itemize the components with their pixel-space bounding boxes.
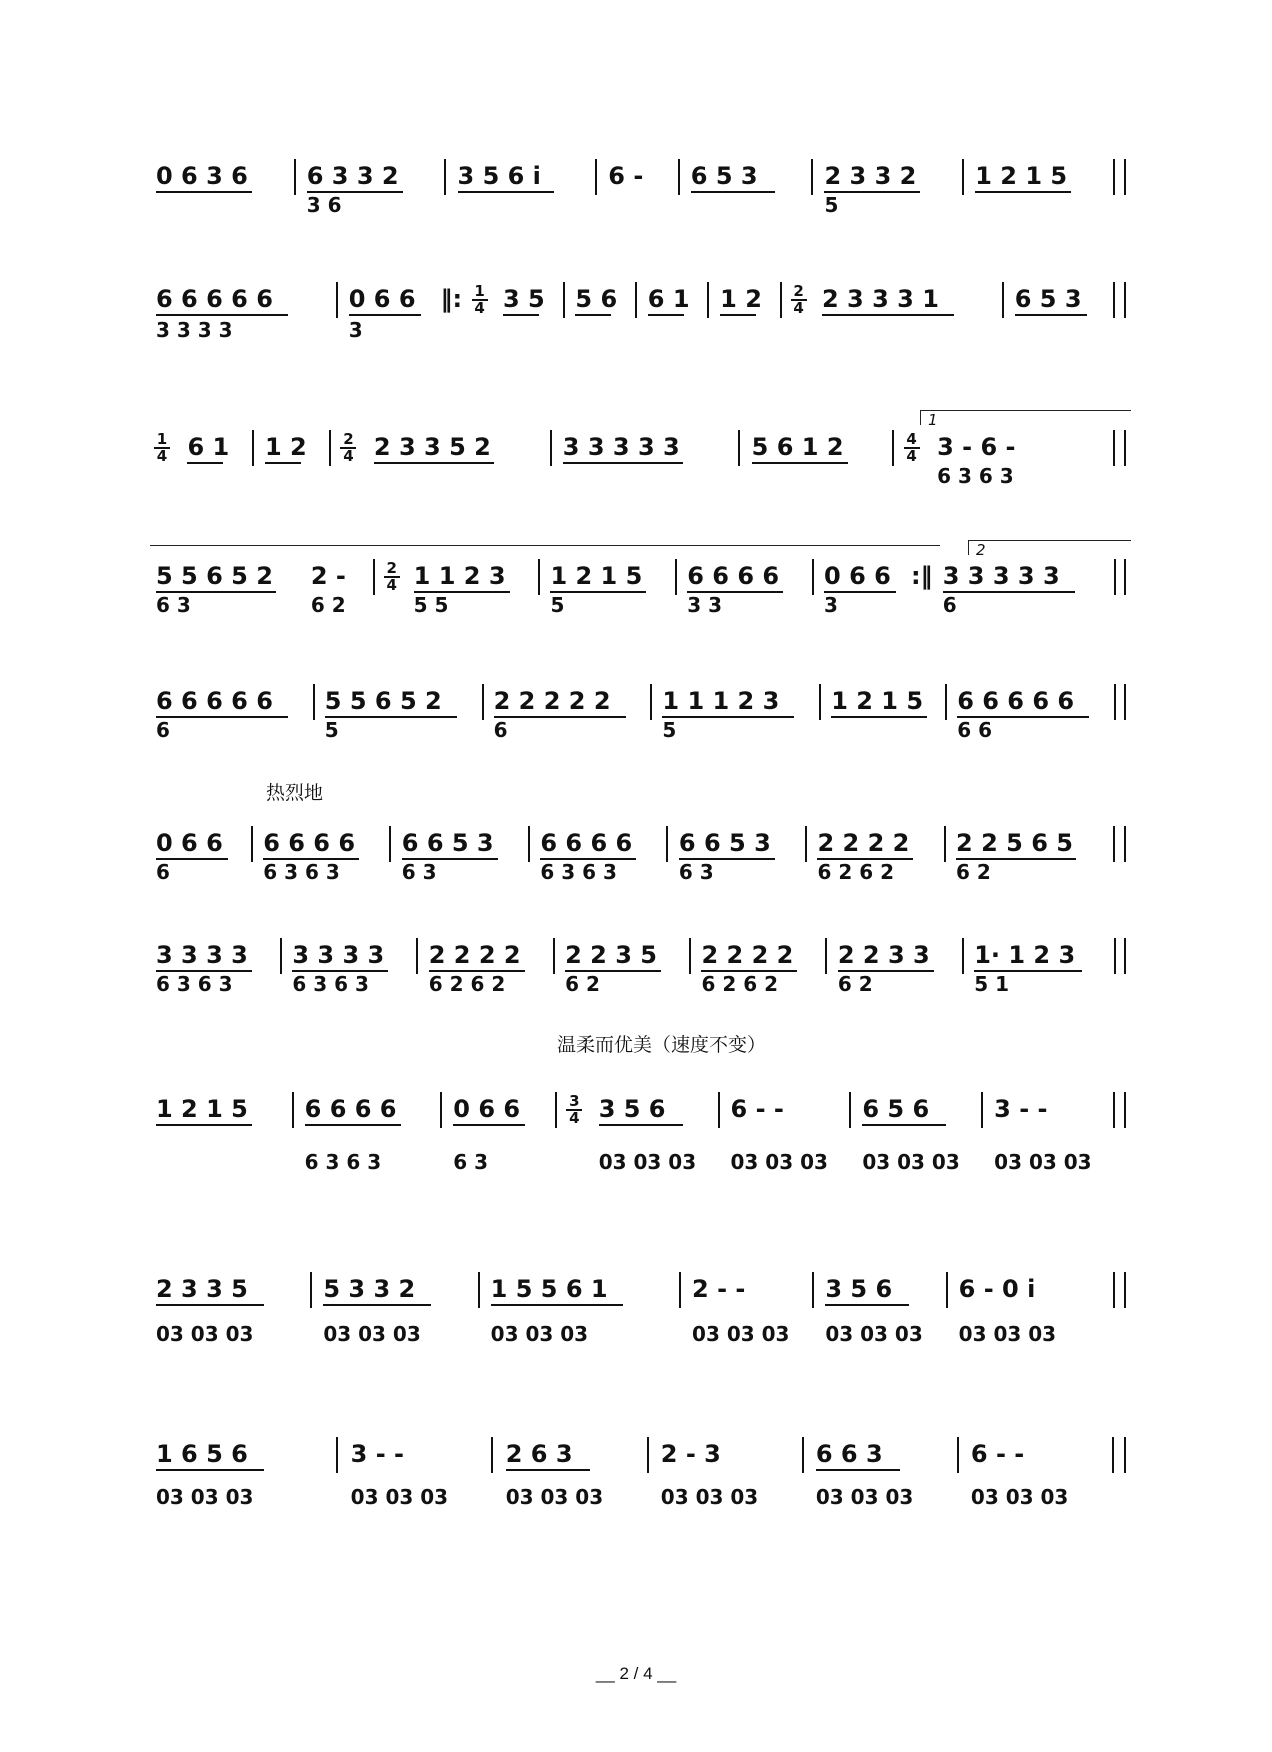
bar-line [678,159,680,195]
beat-underline [720,314,756,316]
beat-underline [453,1124,525,1126]
note-group: 6 6 6 6 [263,829,356,857]
bar-line [812,1272,814,1308]
bar-line [679,1272,681,1308]
bar-line [981,1092,983,1128]
time-signature: 4 4 [904,432,920,464]
note-group: 1 2 1 5 [975,162,1068,190]
note-group: 2 2 3 5 [565,941,657,969]
note-group: 6 6 6 6 6 [156,687,273,715]
note-group: 0 6 6 [348,285,416,313]
note-group: 2 2 2 2 [701,941,794,969]
beat-underline [491,1304,623,1306]
bar-line [635,282,637,318]
harmony-notes: 6 2 [565,972,600,996]
harmony-notes: 03 03 03 [862,1150,960,1174]
harmony-notes: 5 1 [974,972,1009,996]
beat-underline [323,1304,431,1306]
bar-line [812,559,814,595]
beat-underline [563,462,683,464]
bar-line [416,938,418,974]
harmony-notes: 6 3 [401,860,437,884]
note-group: 6 - - [970,1440,1025,1468]
beat-underline [862,1124,946,1126]
note-group: 0 6 6 [156,829,223,857]
beat-underline [575,314,611,316]
beat-underline [825,1304,909,1306]
beat-underline [156,1469,264,1471]
harmony-notes: 03 03 03 [156,1485,254,1509]
harmony-notes: 03 03 03 [660,1485,759,1509]
harmony-notes: 5 5 [413,593,449,617]
note-group: 6 5 3 [1014,285,1082,313]
note-group: 2 2 2 2 2 [493,687,611,715]
note-group: 1 2 [264,433,307,461]
bar-line [595,159,597,195]
bar-line [336,1437,338,1473]
volta-bracket [920,410,1131,425]
note-group: 6 6 6 6 [540,829,633,857]
harmony-notes: 03 03 03 [323,1322,421,1346]
beat-underline [662,716,794,718]
bar-line-end [1124,430,1126,466]
bar-line [944,826,946,862]
bar-line [1112,1437,1114,1473]
beat-underline [305,1124,401,1126]
bar-line [1114,938,1116,974]
note-group: 5 5 6 5 2 [156,562,273,590]
note-group: 1 2 1 5 [156,1095,248,1123]
bar-line [329,430,331,466]
bar-line-end [1124,282,1126,318]
note-group: 3 3 3 3 [156,941,248,969]
bar-line [802,1437,804,1473]
bar-line [1002,282,1004,318]
note-group: 2 6 3 [505,1440,573,1468]
time-signature: 3 4 [566,1094,582,1126]
bar-line [675,559,677,595]
note-group: 1· 1 2 3 [974,941,1076,969]
bar-line [555,1092,557,1128]
note-group: 6 - [608,162,644,190]
harmony-notes: 6 2 6 2 [817,860,895,884]
harmony-notes: 3 [348,318,363,342]
bar-line-end [1124,1092,1126,1128]
note-group: 6 5 6 [862,1095,930,1123]
note-group: 0 6 6 [453,1095,521,1123]
harmony-notes: 6 3 [453,1150,489,1174]
note-group: 6 5 3 [690,162,758,190]
volta-number: 2 [976,541,986,559]
note-group: 3 3 3 3 3 [562,433,680,461]
harmony-notes: 03 03 03 [815,1485,914,1509]
bar-line [440,1092,442,1128]
note-group: 6 6 6 6 [687,562,780,590]
note-group: 6 3 3 2 [306,162,399,190]
bar-line [251,826,253,862]
bar-line [849,1092,851,1128]
note-group: 6 - 0 i [958,1275,1036,1303]
beat-underline [349,314,421,316]
beat-underline [822,314,954,316]
harmony-notes: 6 6 [957,718,992,742]
beat-underline [691,191,775,193]
bar-line [553,938,555,974]
beat-underline [752,462,848,464]
beat-underline [265,462,301,464]
harmony-notes: 6 3 6 3 [304,1150,382,1174]
harmony-notes: 6 [942,593,957,617]
bar-line [550,430,552,466]
note-group: 1 2 1 5 [550,562,643,590]
bar-line [647,1437,649,1473]
bar-line [313,684,315,720]
harmony-notes: 6 3 [678,860,714,884]
bar-line [294,159,296,195]
bar-line-end [1124,1437,1126,1473]
bar-line [1113,826,1115,862]
time-signature: 1 4 [154,432,170,464]
harmony-notes: 6 2 6 2 [428,972,506,996]
bar-line [444,159,446,195]
note-group: 1 1 2 3 [413,562,506,590]
harmony-notes: 5 [550,593,565,617]
beat-underline [1015,314,1087,316]
beat-underline [156,191,252,193]
harmony-notes: 6 2 6 2 [701,972,779,996]
tremolo-dash-line [150,545,940,546]
bar-line-end [1124,1272,1126,1308]
time-signature: 2 4 [791,284,807,316]
harmony-notes: 03 03 03 [730,1150,828,1174]
bar-line [780,282,782,318]
beat-underline [374,462,494,464]
note-group: 6 6 5 3 [678,829,771,857]
volta-bracket [968,540,1131,555]
note-group: 2 3 3 5 [156,1275,248,1303]
bar-line [280,938,282,974]
note-group: 3 - - [350,1440,404,1468]
bar-line [892,430,894,466]
bar-line [1113,159,1115,195]
note-group: 1 6 5 6 [156,1440,248,1468]
harmony-notes: 6 3 6 3 [156,972,233,996]
bar-line [689,938,691,974]
beat-underline [506,1469,590,1471]
harmony-notes: 6 3 6 3 [292,972,369,996]
bar-line-end [1124,159,1126,195]
note-group: 2 2 3 3 [837,941,930,969]
note-group: 6 6 6 6 6 [156,285,273,313]
note-group: 3 5 6 [825,1275,893,1303]
note-group: 2 2 2 2 [817,829,910,857]
bar-line [707,282,709,318]
note-group: 1 2 [720,285,762,313]
harmony-notes: 3 6 [306,193,342,217]
bar-line [825,938,827,974]
bar-line [811,159,813,195]
beat-underline [187,462,223,464]
harmony-notes: 03 03 03 [505,1485,604,1509]
bar-line [738,430,740,466]
harmony-notes: 03 03 03 [970,1485,1069,1509]
bar-line [292,1092,294,1128]
repeat-start: ‖: [440,285,463,313]
beat-underline [156,1124,252,1126]
tempo-marking-gentle: 温柔而优美（速度不变） [557,1034,767,1056]
harmony-notes: 3 3 3 3 [156,318,233,342]
note-group: 6 6 6 6 [304,1095,397,1123]
bar-line [1114,559,1116,595]
harmony-notes: 03 03 03 [825,1322,923,1346]
note-group: 1 1 1 2 3 [662,687,780,715]
beat-underline [503,314,539,316]
beat-underline [975,191,1071,193]
bar-line [482,684,484,720]
bar-line [563,282,565,318]
note-group: 0 6 6 [824,562,891,590]
bar-line-end [1124,938,1126,974]
harmony-notes: 6 3 [156,593,191,617]
harmony-notes: 03 03 03 [156,1322,254,1346]
harmony-notes: 6 2 [310,593,346,617]
beat-underline [599,1124,683,1126]
bar-line-end [1124,826,1126,862]
note-group: 1 2 1 5 [831,687,924,715]
beat-underline [458,191,554,193]
harmony-notes: 6 [156,718,170,742]
beat-underline [550,591,646,593]
beat-underline [156,716,288,718]
harmony-notes: 5 [662,718,677,742]
note-group: 6 6 5 3 [401,829,494,857]
note-group: 2 3 3 5 2 [373,433,491,461]
note-group: 2 - 3 [660,1440,721,1468]
bar-line [1113,430,1115,466]
bar-line [389,826,391,862]
beat-underline [824,191,920,193]
beat-underline [816,1469,900,1471]
time-signature: 2 4 [384,561,400,593]
harmony-notes: 03 03 03 [692,1322,790,1346]
bar-line [805,826,807,862]
note-group: 2 3 3 3 1 [821,285,939,313]
note-group: 6 - - [730,1095,784,1123]
beat-underline [494,716,626,718]
beat-underline [156,1304,264,1306]
harmony-notes: 5 [824,193,839,217]
note-group: 3 5 6 i [457,162,541,190]
volta-number: 1 [928,411,938,429]
note-group: 2 2 5 6 5 [956,829,1073,857]
note-group: 2 3 3 2 [824,162,917,190]
harmony-notes: 5 [324,718,339,742]
bar-line [819,684,821,720]
bar-line [1114,684,1116,720]
note-group: 0 6 3 6 [156,162,248,190]
bar-line [666,826,668,862]
note-group: 6 6 3 [815,1440,883,1468]
harmony-notes: 03 03 03 [598,1150,697,1174]
harmony-notes: 6 [493,718,508,742]
beat-underline [325,716,457,718]
bar-line [538,559,540,595]
bar-line [1113,1092,1115,1128]
bar-line-end [1124,684,1126,720]
harmony-notes: 6 3 6 3 [937,464,1014,488]
bar-line [491,1437,493,1473]
bar-line [718,1092,720,1128]
beat-underline [156,314,288,316]
note-group: 6 6 6 6 6 [957,687,1075,715]
bar-line [957,1437,959,1473]
bar-line [336,282,338,318]
note-group: 2 - - [692,1275,746,1303]
harmony-notes: 6 2 [956,860,991,884]
note-group: 3 - - [994,1095,1048,1123]
tempo-marking-warm: 热烈地 [266,782,324,804]
harmony-notes: 6 2 [837,972,873,996]
note-group: 5 6 [575,285,618,313]
note-group: 5 3 3 2 [323,1275,416,1303]
harmony-notes: 03 03 03 [958,1322,1057,1346]
note-group: 6 1 [647,285,690,313]
note-group: 3 3 3 3 3 [942,562,1060,590]
bar-line [946,1272,948,1308]
note-group: 6 1 [187,433,230,461]
note-group: 5 6 1 2 [751,433,844,461]
bar-line [310,1272,312,1308]
harmony-notes: 03 03 03 [490,1322,589,1346]
bar-line [945,684,947,720]
beat-underline [943,591,1075,593]
harmony-notes: 6 [156,860,170,884]
note-group: 3 - 6 - [937,433,1016,461]
harmony-notes: 6 3 6 3 [263,860,340,884]
bar-line [1113,1272,1115,1308]
harmony-notes: 03 03 03 [994,1150,1092,1174]
time-signature: 2 4 [340,432,356,464]
note-group: 1 5 5 6 1 [490,1275,608,1303]
beat-underline [648,314,684,316]
note-group: 3 5 [503,285,545,313]
page-number: __ 2 / 4 __ [595,1664,677,1683]
harmony-notes: 6 3 6 3 [540,860,617,884]
beat-underline [831,716,927,718]
note-group: 5 5 6 5 2 [324,687,442,715]
time-signature: 1 4 [472,284,488,316]
bar-line [478,1272,480,1308]
note-group: 2 2 2 2 [428,941,521,969]
bar-line [528,826,530,862]
bar-line [373,559,375,595]
harmony-notes: 3 [824,593,838,617]
harmony-notes: 3 3 [687,593,723,617]
note-group: 3 5 6 [598,1095,666,1123]
bar-line-end [1124,559,1126,595]
bar-line [650,684,652,720]
note-group: 2 - [310,562,346,590]
bar-line [962,159,964,195]
bar-line [962,938,964,974]
repeat-end: :‖ [910,562,933,590]
bar-line [252,430,254,466]
bar-line [1113,282,1115,318]
harmony-notes: 03 03 03 [350,1485,449,1509]
note-group: 3 3 3 3 [292,941,385,969]
